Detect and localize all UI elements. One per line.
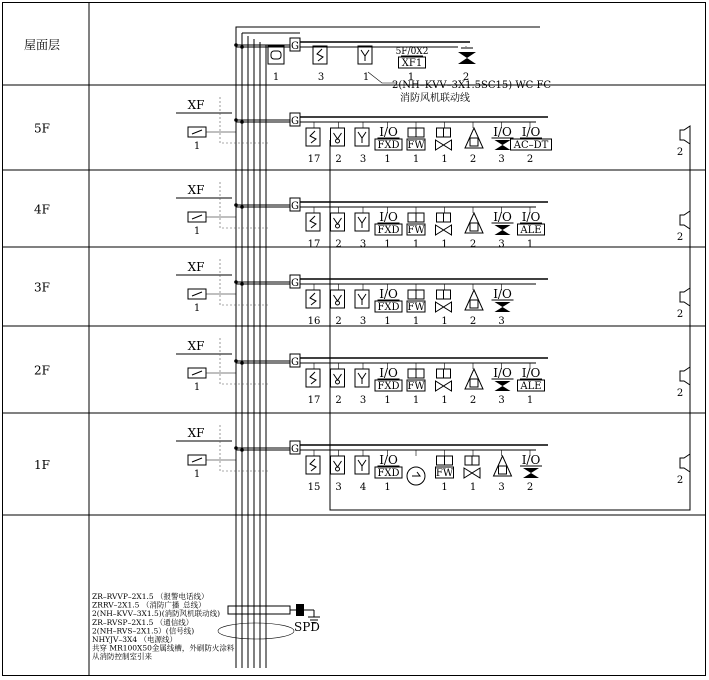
device-count: 3 [498,239,505,250]
roof-cable-label: 2(NH–KVV–3X1.5SC15) WC FC [392,80,552,91]
device-count: 3 [359,316,367,327]
device-count: 3 [359,154,367,165]
spd-label: SPD [294,620,320,634]
module-box-label: FXD [377,381,400,392]
module-top-label: I/O [521,125,541,139]
device-count: 2 [469,395,477,406]
device-count: 17 [307,239,321,250]
floor-label: 屋面层 [23,37,61,52]
device-count: 1 [441,154,448,165]
junction-box-label: G [291,278,299,289]
xf-label: XF [187,426,205,440]
hydrant-count: 1 [193,382,201,393]
junction-box-label: G [291,357,299,368]
flow-switch-label: FW [407,381,425,392]
floor-label: 2F [34,363,50,378]
hydrant-count: 1 [193,469,201,480]
module-top-label: I/O [379,125,398,139]
device-count: 1 [384,154,391,165]
xf-label: XF [187,260,205,274]
device-count: 1 [384,316,391,327]
floor-label: 4F [34,202,50,217]
device-count: 3 [498,395,505,406]
module-box-label: FXD [377,468,400,479]
module-top-label: 5F/0X2 [395,47,429,57]
speaker-count: 2 [676,232,684,243]
module-box-label: ALE [520,381,542,392]
bus-node [240,45,244,49]
device-count: 2 [469,239,477,250]
module-top-label: I/O [521,210,541,224]
device-count: 1 [441,316,448,327]
device-count: 16 [307,316,321,327]
module-top-label: I/O [379,366,398,380]
device-count: 2 [335,316,342,327]
speaker-count: 2 [676,475,684,486]
device-count: 1 [441,395,448,406]
flow-switch-label: FW [407,225,425,236]
bus-node [240,448,244,452]
device-count: 1 [441,482,448,493]
device-count: 1 [407,72,415,83]
module-box-label: AC–DT [513,140,549,151]
device-count: 2 [335,154,342,165]
device-count: 2 [469,316,477,327]
hydrant-count: 1 [193,141,201,152]
module-top-label: I/O [493,210,512,224]
device-count: 1 [384,239,391,250]
legend-line: 2(NH–RVS–2X1.5）(信号线) [92,626,195,636]
device-count: 1 [412,316,420,327]
xf-label: XF [187,98,205,112]
device-count: 1 [441,239,448,250]
device-count: 1 [272,72,280,83]
device-count: 4 [359,482,367,493]
device-count: 1 [362,72,370,83]
module-box-label: ALE [520,225,542,236]
speaker-count: 2 [676,309,684,320]
device-count: 3 [498,154,505,165]
xf-label: XF [187,339,205,353]
legend-line: NHYJV–3X4 （电源线） [92,635,177,644]
bus-node [234,359,238,363]
bus-node [234,280,238,284]
module-top-label: I/O [493,366,512,380]
bus-node [234,446,238,450]
module-top-label: I/O [521,453,541,467]
device-count: 2 [335,395,342,406]
device-count: 1 [412,239,420,250]
device-count: 2 [462,72,470,83]
device-count: 1 [469,482,477,493]
module-box-label: FXD [377,140,400,151]
device-count: 1 [412,154,420,165]
floor-label: 5F [34,121,50,136]
bus-node [240,361,244,365]
device-count: 3 [317,72,325,83]
bus-node [240,282,244,286]
spd-icon [296,604,304,616]
module-top-label: I/O [493,287,512,301]
device-count: 2 [335,239,342,250]
xf-label: XF [187,183,205,197]
speaker-count: 2 [676,147,684,158]
junction-box-label: G [291,201,299,212]
floor-label: 3F [34,280,50,295]
device-count: 1 [526,395,534,406]
junction-box-label: G [291,116,299,127]
device-count: 3 [359,395,367,406]
flow-switch-label: FW [407,302,425,313]
bus-node [234,203,238,207]
device-count: 3 [359,239,367,250]
module-top-label: I/O [379,453,398,467]
flow-switch-label: FW [435,468,454,479]
device-count: 17 [307,154,321,165]
device-count: 2 [526,154,534,165]
module-box-label: FXD [377,225,400,236]
module-top-label: I/O [521,366,541,380]
device-count: 1 [384,395,391,406]
floor-label: 1F [34,458,50,472]
device-count: 2 [469,154,477,165]
device-count: 3 [335,482,342,493]
module-top-label: I/O [379,210,398,224]
device-count: 1 [412,395,420,406]
bus-node [234,118,238,122]
legend-line: 2(NH–KVV–3X1.5)(消防风机联动线) [92,609,221,619]
device-count: 1 [526,239,534,250]
junction-box-label: G [291,41,299,52]
roof-cable-note: 消防风机联动线 [400,93,470,104]
legend-line: ZR–RVSP–2X1.5 （通信线） [92,617,194,627]
device-count: 1 [384,482,391,493]
junction-box-label: G [291,444,299,455]
legend-line: ZR–RVVP–2X1.5 （报警电话线） [92,592,209,601]
bus-node [240,205,244,209]
device-count: 2 [526,482,534,493]
device-count: 15 [307,482,321,493]
bus-node [240,120,244,124]
hydrant-count: 1 [193,226,201,237]
flow-switch-label: FW [407,140,425,151]
device-count: 17 [307,395,321,406]
device-count: 3 [498,482,505,493]
legend-line: 共穿 MR100X50金属线槽，外刷防火涂料 [92,643,235,653]
module-top-label: I/O [379,287,398,301]
legend-line: ZRRV–2X1.5 （消防广播_总线） [92,600,206,610]
device-count: 3 [498,316,505,327]
hydrant-count: 1 [193,303,201,314]
module-top-label: I/O [493,125,512,139]
module-box-label: FXD [377,302,400,313]
speaker-count: 2 [676,388,684,399]
legend-line: 从消防控制室引来 [92,652,152,662]
module-box-label: XF1 [401,58,423,69]
bus-node [234,43,238,47]
